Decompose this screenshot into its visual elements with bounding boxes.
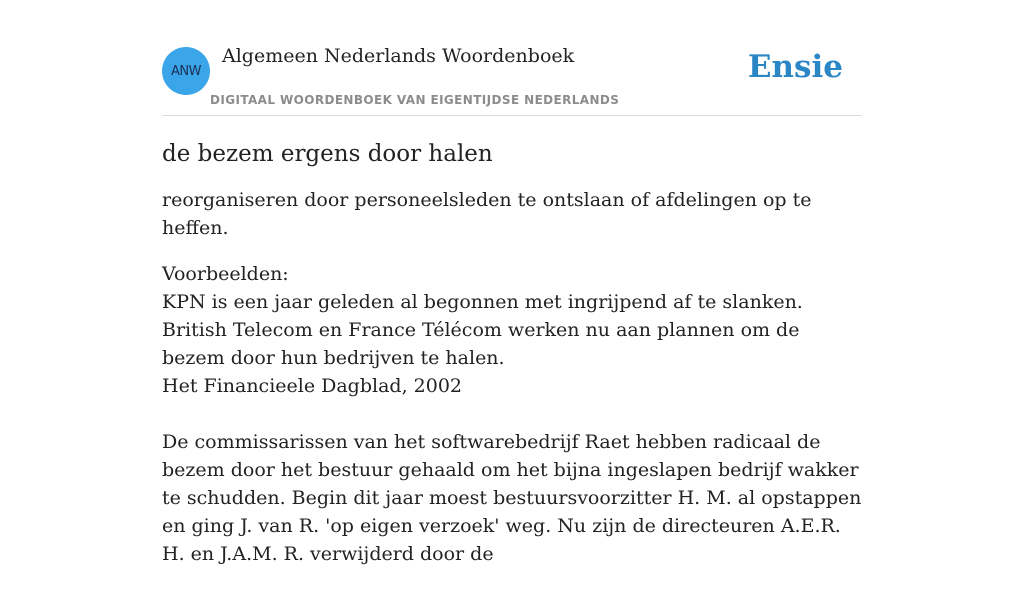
ensie-brand-link[interactable]: Ensie [747, 49, 843, 85]
logo-text: ANW [171, 63, 201, 79]
anw-logo[interactable] [162, 47, 210, 95]
example-item [162, 428, 862, 568]
example-source: Het Financieele Dagblad, 2002 [162, 375, 463, 397]
site-subtitle: DIGITAAL WOORDENBOEK VAN EIGENTIJDSE NEDERLANDS [210, 93, 620, 107]
site-title[interactable]: Algemeen Nederlands Woordenboek [222, 45, 575, 67]
entry-definition: reorganiseren door personeelsleden te ontslaan of afdelingen op te heffen. [162, 189, 812, 239]
entry-title: de bezem ergens door halen [162, 141, 493, 167]
examples-heading: Voorbeelden: [162, 263, 289, 285]
example-text: KPN is een jaar geleden al begonnen met ingrijpend af te slanken. British Telecom en France Télécom werken nu aan plannen om de bezem door hun bedrijven te halen. [162, 291, 803, 369]
example-item [162, 288, 862, 400]
entry-content [162, 138, 862, 596]
example-text: De commissarissen van het softwarebedrijf Raet hebben radicaal de bezem door het bestuur gehaald om het bijna ingeslapen bedrijf wakker te schudden. Begin dit jaar moest bestuursvoorzitter H. M. al opstappen en ging J. van R. 'op eigen verzoek' weg. Nu zijn de directeuren A.E.R. H. en J.A.M. R. verwijderd door de [162, 431, 862, 565]
site-header [162, 0, 862, 116]
